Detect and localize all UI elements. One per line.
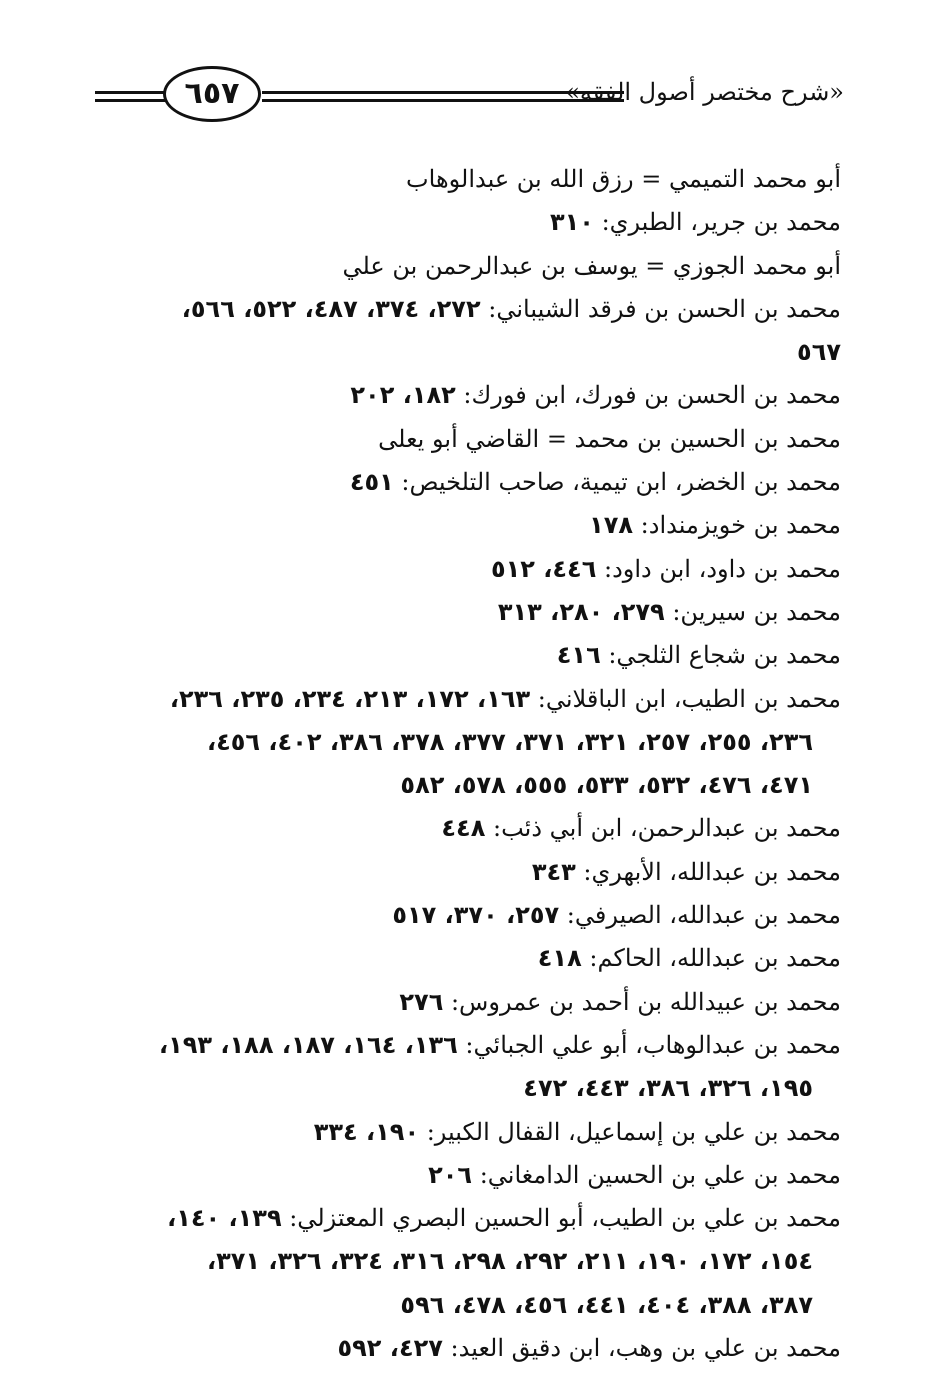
entry-pages: ٤٢٧، ٥٩٢ (337, 1334, 443, 1363)
entry-pages: ١٨٢، ٢٠٢ (350, 381, 456, 410)
entry-pages-continued: ٥٦٧ (797, 338, 841, 367)
page-number: ٦٥٧ (163, 66, 261, 122)
entry-name: محمد بن علي بن الطيب، أبو الحسين البصري المعتزلي: (281, 1204, 841, 1233)
index-entry (95, 807, 841, 850)
entry-name: محمد بن داود، ابن داود: (596, 554, 841, 583)
index-entry (95, 1327, 841, 1370)
entry-name: محمد بن علي بن وهب، ابن دقيق العيد: (442, 1334, 841, 1363)
entry-name: محمد بن سيرين: (664, 597, 841, 626)
index-entry (95, 634, 841, 677)
entry-pages: ٢٧٢، ٣٧٤، ٤٨٧، ٥٢٢، ٥٦٦، (181, 294, 481, 323)
entry-name: محمد بن عبدالله، الصيرفي: (559, 901, 841, 930)
entry-pages-continued: ١٩٥، ٣٢٦، ٣٨٦، ٤٤٣، ٤٧٢ (523, 1074, 813, 1103)
entry-pages-continued: ٢٣٦، ٢٥٥، ٢٥٧، ٣٢١، ٣٧١، ٣٧٧، ٣٧٨، ٣٨٦، ٤٠٢، ٤٥٦، (206, 727, 813, 756)
index-entry (95, 288, 841, 375)
entry-pages: ٢٧٦ (399, 987, 444, 1016)
index-entry (95, 851, 841, 894)
index-entry (95, 1154, 841, 1197)
index-entry (95, 591, 841, 634)
header-rule-left (95, 91, 165, 102)
entry-name: محمد بن عبدالله، الحاكم: (581, 944, 841, 973)
page-header (0, 0, 949, 150)
entry-pages: ٢٥٧، ٣٧٠، ٥١٧ (392, 901, 560, 930)
book-title: «شرح مختصر أصول الفقه» (565, 78, 844, 106)
entry-pages: ٤١٨ (537, 944, 582, 973)
entry-name: محمد بن علي بن الحسين الدامغاني: (472, 1160, 841, 1189)
index-entry (95, 1197, 841, 1327)
index-entry (95, 374, 841, 417)
entry-pages: ٤٥١ (349, 468, 394, 497)
entry-pages: ١٦٣، ١٧٢، ٢١٣، ٢٣٤، ٢٣٥، ٢٣٦، (169, 684, 531, 713)
entry-pages: ٣١٠ (549, 208, 594, 237)
entry-name: أبو محمد الجوزي = يوسف بن عبدالرحمن بن علي (342, 251, 841, 280)
entry-name: محمد بن خويزمنداد: (633, 511, 841, 540)
entry-pages: ١٧٨ (589, 511, 634, 540)
entry-name: محمد بن عبدالوهاب، أبو علي الجبائي: (457, 1030, 841, 1059)
index-entry (95, 678, 841, 808)
entry-name: محمد بن علي بن إسماعيل، القفال الكبير: (419, 1117, 841, 1146)
index-list (95, 158, 841, 1370)
entry-name: محمد بن الحسن بن فورك، ابن فورك: (455, 381, 841, 410)
index-entry (95, 158, 841, 201)
entry-pages: ٣٤٣ (531, 857, 576, 886)
index-entry (95, 504, 841, 547)
entry-name: محمد بن جرير، الطبري: (593, 208, 841, 237)
entry-name: محمد بن شجاع الثلجي: (600, 641, 841, 670)
entry-pages: ٤٤٨ (441, 814, 486, 843)
entry-pages: ٤٤٦، ٥١٢ (490, 554, 597, 583)
index-entry (95, 548, 841, 591)
entry-pages: ١٣٦، ١٦٤، ١٨٧، ١٨٨، ١٩٣، (158, 1030, 458, 1059)
entry-name: محمد بن عبدالرحمن، ابن أبي ذئب: (485, 814, 841, 843)
index-entry (95, 894, 841, 937)
entry-pages-continued: ٣٨٧، ٣٨٨، ٤٠٤، ٤٤١، ٤٥٦، ٤٧٨، ٥٩٦ (400, 1290, 813, 1319)
entry-pages-continued: ٤٧١، ٤٧٦، ٥٣٢، ٥٣٣، ٥٥٥، ٥٧٨، ٥٨٢ (400, 771, 813, 800)
entry-name: محمد بن الطيب، ابن الباقلاني: (530, 684, 841, 713)
index-entry (95, 461, 841, 504)
entry-name: محمد بن الحسن بن فرقد الشيباني: (480, 294, 841, 323)
entry-pages: ١٩٠، ٣٣٤ (313, 1117, 420, 1146)
index-entry (95, 418, 841, 461)
index-entry (95, 1111, 841, 1154)
entry-pages-continued: ١٥٤، ١٧٢، ١٩٠، ٢١١، ٢٩٢، ٢٩٨، ٣١٦، ٣٢٤، ٣٢٦، ٣٧١، (206, 1247, 813, 1276)
entry-name: محمد بن الخضر، ابن تيمية، صاحب التلخيص: (393, 468, 841, 497)
index-entry (95, 245, 841, 288)
index-entry (95, 201, 841, 244)
entry-pages: ٢٧٩، ٢٨٠، ٣١٣ (497, 597, 665, 626)
entry-name: محمد بن عبيدالله بن أحمد بن عمروس: (443, 987, 841, 1016)
entry-name: محمد بن الحسين بن محمد = القاضي أبو يعلى (378, 424, 841, 453)
entry-pages: ٤١٦ (556, 641, 601, 670)
index-entry (95, 937, 841, 980)
index-entry (95, 981, 841, 1024)
entry-name: محمد بن عبدالله، الأبهري: (575, 857, 841, 886)
entry-pages: ٢٠٦ (428, 1160, 473, 1189)
entry-name: أبو محمد التميمي = رزق الله بن عبدالوهاب (406, 165, 841, 193)
index-entry (95, 1024, 841, 1111)
entry-pages: ١٣٩، ١٤٠، (167, 1204, 282, 1233)
